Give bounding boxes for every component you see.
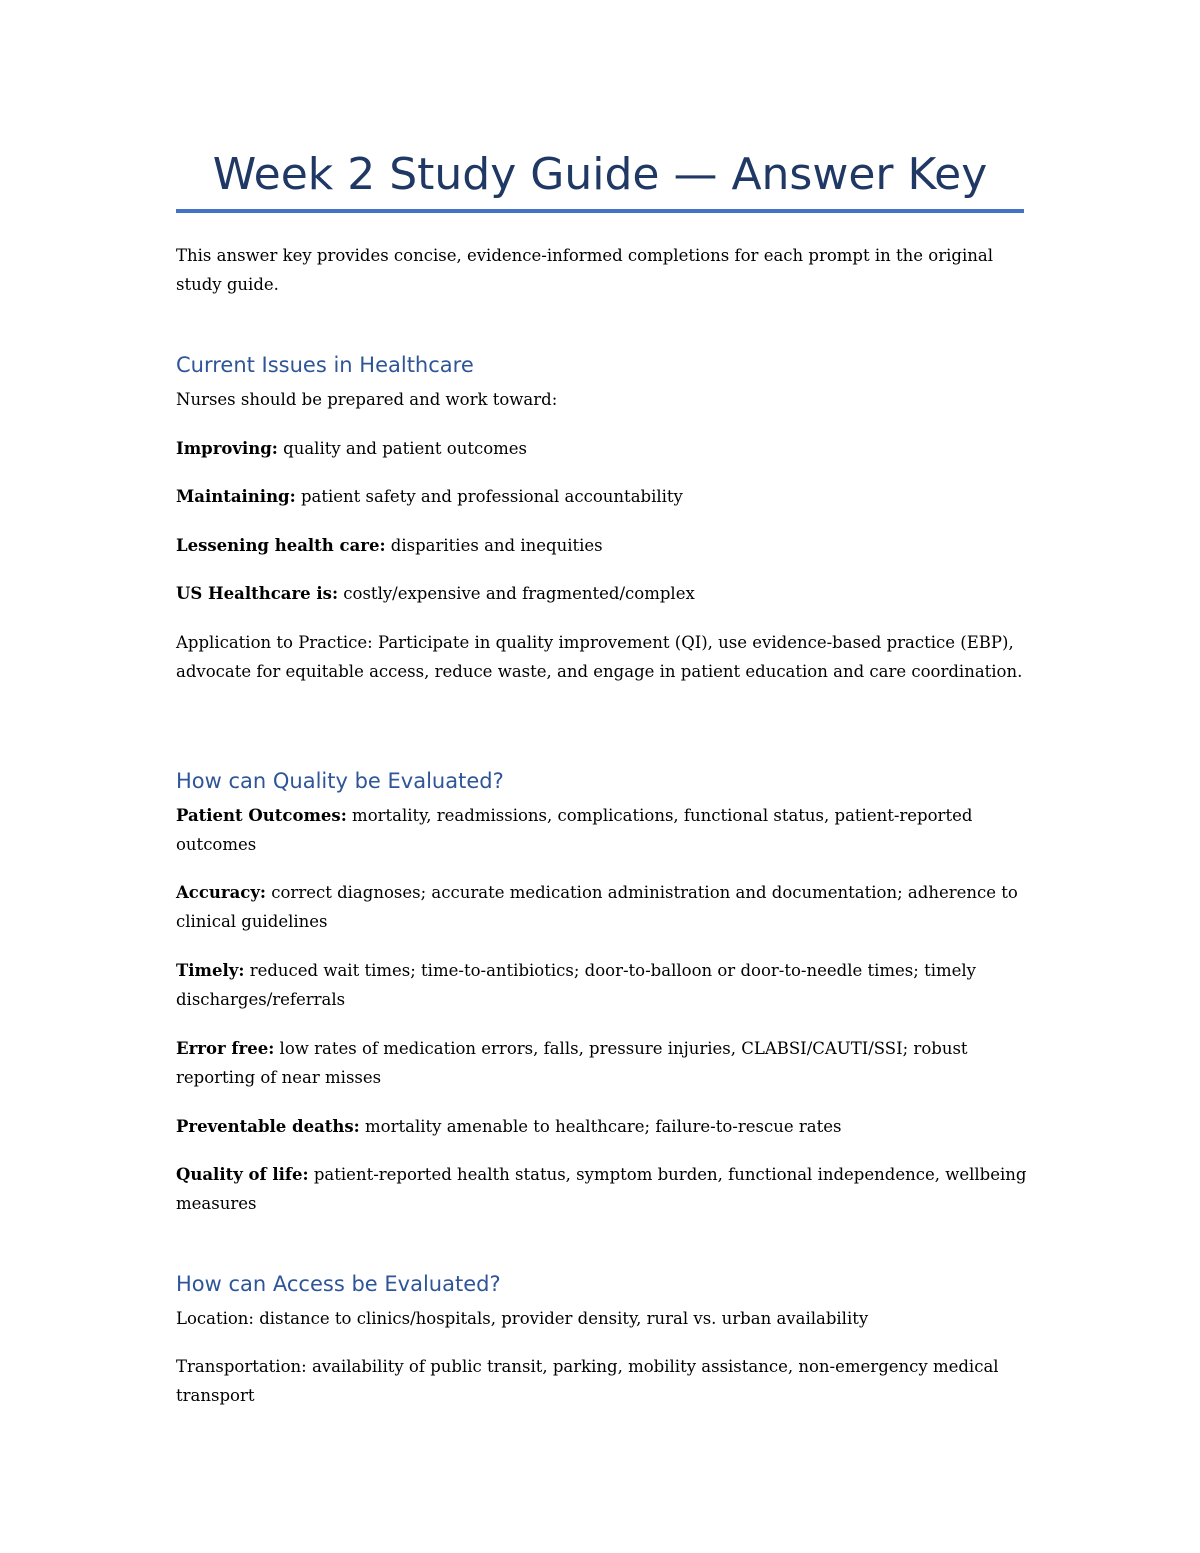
- item-text: quality and patient outcomes: [277, 439, 528, 458]
- item-quality-of-life: [176, 1160, 1036, 1218]
- item-label: Improving:: [176, 439, 278, 458]
- section-heading-current-issues: Current Issues in Healthcare: [176, 353, 474, 377]
- section-heading-quality: How can Quality be Evaluated?: [176, 769, 504, 793]
- item-text: patient safety and professional accountability: [295, 487, 683, 506]
- item-patient-outcomes: [176, 801, 1036, 859]
- item-text: correct diagnoses; accurate medication administration and documentation; adherence to clinical guidelines: [176, 883, 1018, 931]
- item-label: Timely:: [176, 961, 245, 980]
- item-lessening: [176, 531, 1036, 560]
- item-text: disparities and inequities: [385, 536, 603, 555]
- item-improving: [176, 434, 1036, 463]
- access-transportation: Transportation: availability of public transit, parking, mobility assistance, non-emergency medical transport: [176, 1357, 999, 1405]
- item-text: reduced wait times; time-to-antibiotics; door-to-balloon or door-to-needle times; timely discharges/referrals: [176, 961, 976, 1009]
- item-text: low rates of medication errors, falls, pressure injuries, CLABSI/CAUTI/SSI; robust reporting of near misses: [176, 1039, 968, 1087]
- item-us-healthcare: [176, 579, 1036, 608]
- item-label: Error free:: [176, 1039, 275, 1058]
- item-text: mortality amenable to healthcare; failure-to-rescue rates: [359, 1117, 842, 1136]
- title-underline: [176, 209, 1024, 213]
- item-label: Maintaining:: [176, 487, 296, 506]
- section-lead: Nurses should be prepared and work toward:: [176, 390, 558, 409]
- item-label: Preventable deaths:: [176, 1117, 360, 1136]
- intro-paragraph: This answer key provides concise, evidence-informed completions for each prompt in the original study guide.: [176, 246, 993, 294]
- application-paragraph: Application to Practice: Participate in quality improvement (QI), use evidence-based practice (EBP), advocate for equitable access, reduce waste, and engage in patient education and care coordination.: [176, 633, 1023, 681]
- item-error-free: [176, 1034, 1036, 1092]
- item-maintaining: [176, 482, 1036, 511]
- item-text: patient-reported health status, symptom burden, functional independence, wellbeing measures: [176, 1165, 1027, 1213]
- access-location: Location: distance to clinics/hospitals, provider density, rural vs. urban availability: [176, 1309, 869, 1328]
- item-label: Lessening health care:: [176, 536, 386, 555]
- item-label: Accuracy:: [176, 883, 267, 902]
- item-preventable-deaths: [176, 1112, 1036, 1141]
- item-label: Patient Outcomes:: [176, 806, 347, 825]
- item-text: mortality, readmissions, complications, functional status, patient-reported outcomes: [176, 806, 973, 854]
- item-text: costly/expensive and fragmented/complex: [338, 584, 695, 603]
- page-title: Week 2 Study Guide — Answer Key: [212, 149, 988, 200]
- item-timely: [176, 956, 1036, 1014]
- section-heading-access: How can Access be Evaluated?: [176, 1272, 501, 1296]
- item-label: Quality of life:: [176, 1165, 309, 1184]
- item-label: US Healthcare is:: [176, 584, 339, 603]
- item-accuracy: [176, 878, 1036, 936]
